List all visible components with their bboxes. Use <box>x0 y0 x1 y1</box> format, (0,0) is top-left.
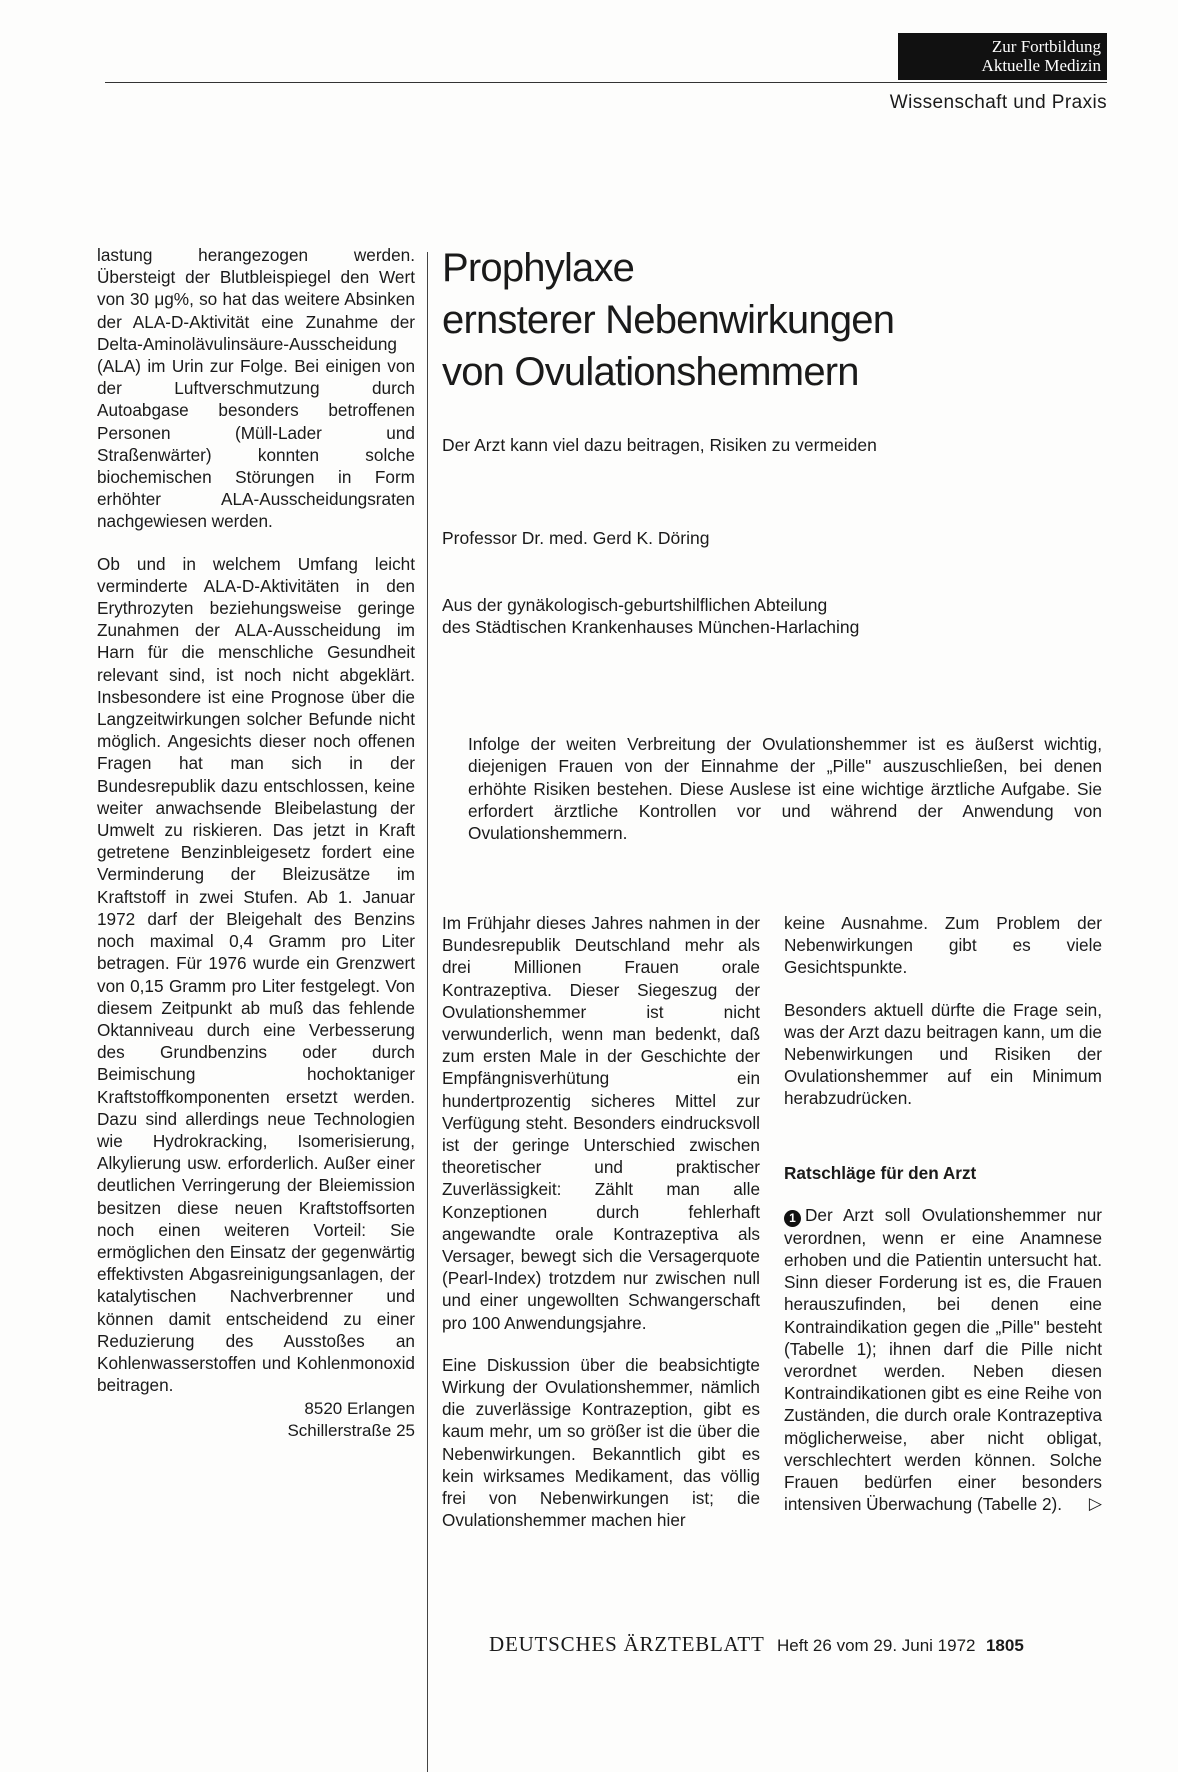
body-paragraph-2: Eine Diskussion über die beabsichtigte Wirkung der Ovulationshemmer, nämlich die zuverlässige Kontrazeption, gibt es kaum mehr, um so größer ist die über die Nebenwirkungen. Bekanntlich gibt es kein wirksames Medikament, das völlig frei von Nebenwirkungen ist; die Ovulationshemmer machen hier <box>442 1354 760 1531</box>
badge-line-2: Aktuelle Medizin <box>981 56 1101 75</box>
left-paragraph-1: lastung herangezogen werden. Übersteigt der Blutbleispiegel den Wert von 30 μg%, so hat das weitere Absinken der ALA-D-Aktivität eine Zunahme der Delta-Aminolävulinsäure-Ausscheidung (ALA) im Urin zur Folge. Bei einigen von der Luftverschmutzung durch Autoabgase besonders betroffenen Personen (Müll-Lader und Straßenwärter) konnten solche biochemischen Störungen in Form erhöhter ALA-Ausscheidungsraten nachgewiesen werden. <box>97 245 415 532</box>
affiliation-line-1: Aus der gynäkologisch-geburtshilflichen Abteilung <box>442 595 828 615</box>
body-paragraph-3: keine Ausnahme. Zum Problem der Nebenwirkungen gibt es viele Gesichtspunkte. <box>784 913 1102 978</box>
point-number-badge: 1 <box>784 1210 801 1227</box>
section-label: Wissenschaft und Praxis <box>889 92 1107 113</box>
address-street: Schillerstraße 25 <box>287 1421 415 1441</box>
affiliation-line-2: des Städtischen Krankenhauses München-Harlaching <box>442 617 860 637</box>
left-column <box>97 244 415 1442</box>
advice-point-1 <box>784 1204 1102 1516</box>
body-column-3 <box>784 912 1102 1515</box>
badge-line-1: Zur Fortbildung <box>991 37 1101 56</box>
title-line-3: von Ovulationshemmern <box>442 350 859 394</box>
author-address <box>97 1398 415 1442</box>
body-column-2 <box>442 912 760 1531</box>
body-paragraph-1: Im Frühjahr dieses Jahres nahmen in der Bundesrepublik Deutschland mehr als drei Millionen Frauen orale Kontrazeptiva. Dieser Siegeszug der Ovulationshemmer ist nicht verwunderlich, wenn man bedenkt, daß zum ersten Male in der Geschichte der Empfängnisverhütung ein hundertprozentig sicheres Mittel zur Verfügung steht. Besonders eindrucksvoll ist der geringe Unterschied zwischen theoretischer und praktischer Zuverlässigkeit: Zählt man alle Konzeptionen durch fehlerhaft angewandte orale Kontrazeptiva als Versager, bewegt sich die Versagerquote (Pearl-Index) trotzdem nur zwischen null und einer ungewollten Schwangerschaft pro 100 Anwendungsjahre. <box>442 913 760 1333</box>
left-paragraph-2: Ob und in welchem Umfang leicht verminderte ALA-D-Aktivitäten in den Erythrozyten beziehungsweise geringe Zunahmen der ALA-Ausscheidung im Harn für die menschliche Gesundheit relevant sind, ist noch nicht abgeklärt. Insbesondere ist eine Prognose über die Langzeitwirkungen solcher Befunde nicht möglich. Angesichts dieser noch offenen Fragen hat man sich in der Bundesrepublik dazu entschlossen, keine weiter anwachsende Bleibelastung der Umwelt zu riskieren. Das jetzt in Kraft getretene Benzinbleigesetz fordert eine Verminderung der Bleizusätze im Kraftstoff in zwei Stufen. Ab 1. Januar 1972 darf der Bleigehalt des Benzins noch maximal 0,4 Gramm pro Liter betragen. Für 1976 wurde ein Grenzwert von 0,15 Gramm pro Liter festgelegt. Von diesem Zeitpunkt ab muß das fehlende Oktanniveau durch eine Verbesserung des Grundbenzins oder durch Beimischung hochoktaniger Kraftstoffkomponenten ersetzt werden. Dazu sind allerdings neue Technologien wie Hydrokracking, Isomerisierung, Alkylierung usw. erforderlich. Außer einer deutlichen Verringerung der Bleiemission besitzen diese neuen Kraftstoffsorten noch einen weiteren Vorteil: Sie ermöglichen den Einsatz der gegenwärtig effektivsten Abgasreinigungsanlagen, der katalytischen Nachverbrenner und können damit entscheidend zu einer Reduzierung des Ausstoßes an Kohlenwasserstoffen und Kohlenmonoxid beitragen. <box>97 553 415 1396</box>
page-number: 1805 <box>985 1636 1024 1655</box>
issue-info: Heft 26 vom 29. Juni 1972 <box>777 1636 976 1655</box>
address-city: 8520 Erlangen <box>304 1399 415 1419</box>
header-rule <box>105 82 1107 83</box>
article-subtitle: Der Arzt kann viel dazu beitragen, Risiken zu vermeiden <box>442 435 877 455</box>
article-abstract: Infolge der weiten Verbreitung der Ovulationshemmer ist es äußerst wichtig, diejenigen Frauen von der Einnahme der „Pille" auszuschließen, bei denen erhöhte Risiken bestehen. Diese Auslese ist eine wichtige ärztliche Aufgabe. Sie erfordert ärztliche Kontrollen vor und während der Anwendung von Ovulationshemmern. <box>468 734 1102 844</box>
author-affiliation <box>442 594 859 638</box>
article-title <box>442 242 1102 398</box>
column-divider <box>427 252 428 1772</box>
title-line-1: Prophylaxe <box>442 246 635 290</box>
title-line-2: ernsterer Nebenwirkungen <box>442 298 895 342</box>
section-heading: Ratschläge für den Arzt <box>784 1162 977 1183</box>
page-footer <box>489 1632 1024 1657</box>
point-1-text: Der Arzt soll Ovulationshemmer nur verordnen, wenn er eine Anamnese erhoben und die Patientin untersucht hat. Sinn dieser Forderung ist es, die Frauen herauszufinden, bei denen eine Kontraindikation gegen die „Pille" besteht (Tabelle 1); ihnen darf die Pille nicht verordnet werden. Neben diesen Kontraindikationen gibt es eine Reihe von Zuständen, die durch orale Kontrazeptiva möglicherweise, aber nicht obligat, verschlechtert werden können. Solche Frauen bedürfen einer besonders intensiven Überwachung (Tabelle 2). <box>784 1204 1102 1515</box>
body-paragraph-4: Besonders aktuell dürfte die Frage sein, was der Arzt dazu beitragen kann, um die Nebenwirkungen und Risiken der Ovulationshemmer auf ein Minimum herabzudrücken. <box>784 999 1102 1109</box>
journal-name: DEUTSCHES ÄRZTEBLATT <box>489 1632 765 1656</box>
section-badge <box>898 33 1107 80</box>
article-author: Professor Dr. med. Gerd K. Döring <box>442 528 710 548</box>
continue-arrow-icon: ▷ <box>1088 1494 1102 1514</box>
